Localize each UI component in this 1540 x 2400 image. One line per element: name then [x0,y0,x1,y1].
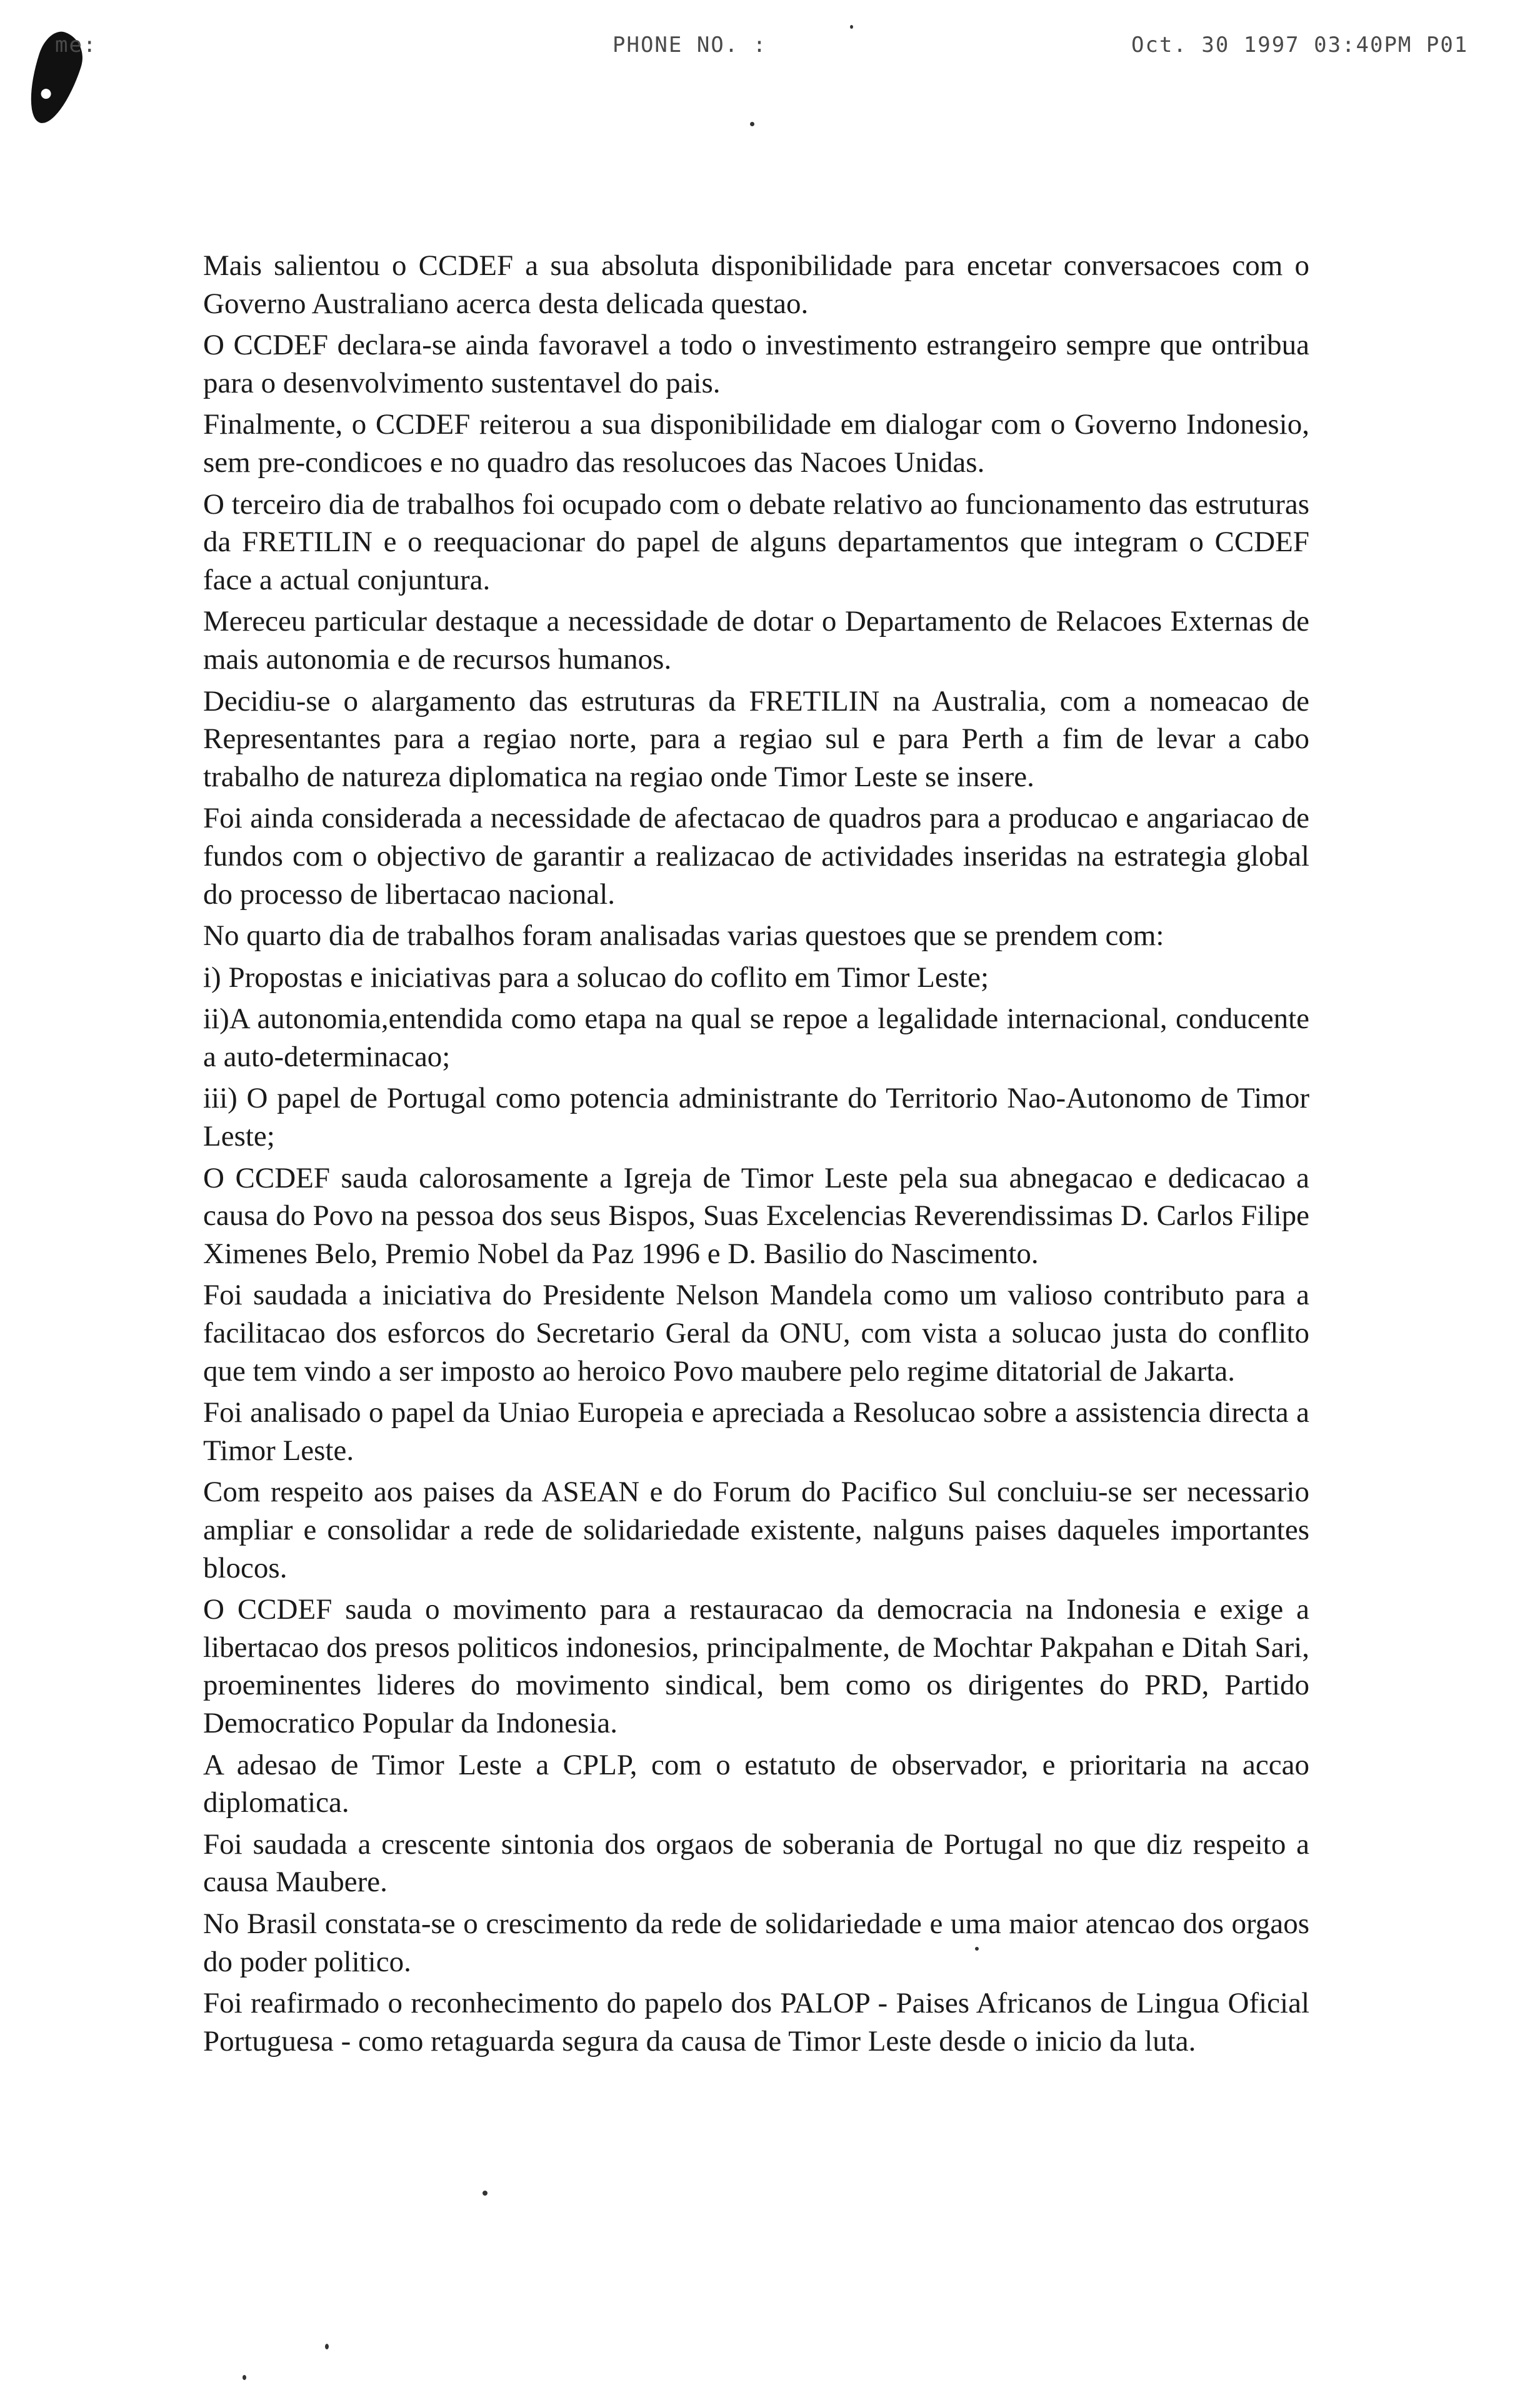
fax-date-page: Oct. 30 1997 03:40PM P01 [1131,32,1469,58]
fax-from-label: me: [55,32,98,58]
paragraph: Mereceu particular destaque a necessidade de dotar o Departamento de Relacoes Externas de mais autonomia e de recursos humanos. [203,605,1309,676]
document-body [203,247,1309,2064]
paragraph: Com respeito aos paises da ASEAN e do Forum do Pacifico Sul concluiu-se ser necessario ampliar e consolidar a rede de solidariedade existente, nalguns paises daqueles importantes blocos. [203,1476,1309,1584]
list-item: iii) O papel de Portugal como potencia administrante do Territorio Nao-Autonomo de Timor Leste; [203,1082,1309,1153]
paragraph: A adesao de Timor Leste a CPLP, com o estatuto de observador, e prioritaria na accao diplomatica. [203,1748,1309,1819]
scan-speck [325,2344,329,2349]
paragraph: Foi analisado o papel da Uniao Europeia e apreciada a Resolucao sobre a assistencia directa a Timor Leste. [203,1396,1309,1467]
paragraph: No Brasil constata-se o crescimento da rede de solidariedade e uma maior atencao dos orgaos do poder politico. [203,1907,1309,1978]
paragraph: Foi saudada a crescente sintonia dos orgaos de soberania de Portugal no que diz respeito a causa Maubere. [203,1828,1309,1899]
paragraph: O CCDEF sauda calorosamente a Igreja de Timor Leste pela sua abnegacao e dedicacao a causa do Povo na pessoa dos seus Bispos, Suas Excelencias Reverendissimas D. Carlos Filipe Ximenes Belo, Premio Nobel da Paz 1996 e D. Basilio do Nascimento. [203,1161,1309,1270]
paragraph: Foi saudada a iniciativa do Presidente Nelson Mandela como um valioso contributo para a facilitacao dos esforcos do Secretario Geral da ONU, com vista a solucao justa do conflito que tem vindo a ser imposto ao heroico Povo maubere pelo regime ditatorial de Jakarta. [203,1279,1309,1388]
paragraph: O CCDEF sauda o movimento para a restauracao da democracia na Indonesia e exige a libertacao dos presos politicos indonesios, principalmente, de Mochtar Pakpahan e Ditah Sari, proeminentes lideres do movimento sindical, bem como os dirigentes do PRD, Partido Democratico Popular da Indonesia. [203,1593,1309,1739]
paragraph: O terceiro dia de trabalhos foi ocupado com o debate relativo ao funcionamento das estruturas da FRETILIN e o reequacionar do papel de alguns departamentos que integram o CCDEF face a actual conjuntura. [203,488,1309,596]
list-item: ii)A autonomia,entendida como etapa na qual se repoe a legalidade internacional, conducente a auto-determinacao; [203,1002,1309,1073]
scan-speck [482,2191,488,2196]
paragraph: Foi ainda considerada a necessidade de afectacao de quadros para a producao e angariacao de fundos com o objectivo de garantir a realizacao de actividades inseridas na estrategia global do processo de libertacao nacional. [203,802,1309,911]
scan-speck [750,122,754,126]
scan-speck [850,25,853,29]
scan-speck [242,2375,246,2380]
list-item: i) Propostas e iniciativas para a solucao do coflito em Timor Leste; [203,961,989,994]
paragraph: Decidiu-se o alargamento das estruturas da FRETILIN na Australia, com a nomeacao de Representantes para a regiao norte, para a regiao sul e para Perth a fim de levar a cabo trabalho de natureza diplomatica na regiao onde Timor Leste se insere. [203,684,1309,793]
fax-phone-label: PHONE NO. : [612,32,768,58]
paragraph: Mais salientou o CCDEF a sua absoluta disponibilidade para encetar conversacoes com o Governo Australiano acerca desta delicada questao. [203,249,1309,320]
paragraph: Foi reafirmado o reconhecimento do papelo dos PALOP - Paises Africanos de Lingua Oficial Portuguesa - como retaguarda segura da causa de Timor Leste desde o inicio da luta. [203,1987,1309,2058]
paragraph: O CCDEF declara-se ainda favoravel a todo o investimento estrangeiro sempre que ontribua para o desenvolvimento sustentavel do pais. [203,329,1309,399]
paragraph: No quarto dia de trabalhos foram analisadas varias questoes que se prendem com: [203,919,1164,952]
paragraph: Finalmente, o CCDEF reiterou a sua disponibilidade em dialogar com o Governo Indonesio, sem pre-condicoes e no quadro das resolucoes das Nacoes Unidas. [203,408,1309,479]
fax-header [0,32,1540,70]
